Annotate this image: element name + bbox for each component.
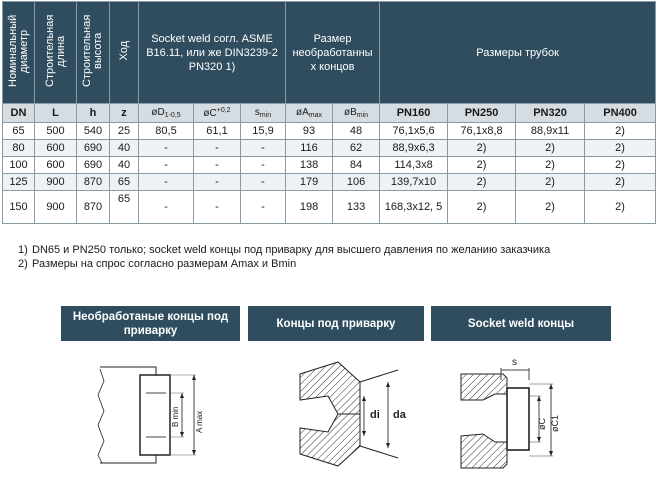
di-label: di — [370, 409, 380, 421]
cell-pn160: 139,7x10 — [380, 174, 448, 191]
cell-z: 65 — [110, 174, 139, 191]
table-row — [3, 157, 656, 174]
cell-d1: - — [139, 174, 194, 191]
cell-c: 61,1 — [194, 123, 241, 140]
cell-s: - — [241, 191, 286, 224]
cell-c: - — [194, 140, 241, 157]
cell-pn320: 2) — [516, 140, 585, 157]
b-min-label: B min — [171, 406, 180, 427]
cell-pn400: 2) — [585, 140, 656, 157]
header-construction-height: Строительная высота — [77, 2, 110, 104]
a-max-label: A max — [195, 410, 204, 433]
cell-d1: - — [139, 157, 194, 174]
raw-ends-drawing — [90, 355, 220, 475]
cell-l: 900 — [35, 191, 77, 224]
subheader-c: $øC^{+0,2}$ — [194, 104, 241, 123]
subheader-pn250: PN250 — [448, 104, 516, 123]
cell-h: 690 — [77, 157, 110, 174]
da-label: da — [393, 409, 406, 421]
c-label: øC — [537, 418, 547, 430]
cell-pn250: 2) — [448, 174, 516, 191]
subheader-dn: DN — [3, 104, 35, 123]
footnote: 1) DN65 и PN250 только; socket weld концы под приварку для высшего давления по желанию заказчика — [18, 244, 551, 256]
cell-l: 600 — [35, 157, 77, 174]
header-pipe-sizes: Размеры трубок — [380, 2, 656, 104]
raw-ends-title: Необработаные концы под приварку — [61, 306, 240, 341]
cell-bmin: 62 — [333, 140, 380, 157]
cell-h: 690 — [77, 140, 110, 157]
cell-amax: 93 — [286, 123, 333, 140]
cell-pn400: 2) — [585, 123, 656, 140]
header-nominal-diameter: Номинальный диаметр — [3, 2, 35, 104]
cell-h: 870 — [77, 191, 110, 224]
cell-l: 900 — [35, 174, 77, 191]
table-row — [3, 191, 656, 224]
subheader-z: z — [110, 104, 139, 123]
header-raw-ends: Размер необработанны х концов — [286, 2, 380, 104]
cell-z: 25 — [110, 123, 139, 140]
subheader-pn320: PN320 — [516, 104, 585, 123]
table-row — [3, 123, 656, 140]
cell-s: - — [241, 157, 286, 174]
cell-dn: 150 — [3, 191, 35, 224]
weld-ends-drawing — [290, 352, 420, 476]
subheader-pn400: PN400 — [585, 104, 656, 123]
cell-pn400: 2) — [585, 191, 656, 224]
table-header-row — [3, 2, 656, 104]
weld-ends-title: Концы под приварку — [248, 306, 424, 341]
header-socket-weld: Socket weld согл. ASME B16.11, или же DIN3239-2 PN320 1) — [139, 2, 286, 104]
table-row — [3, 174, 656, 191]
cell-s: - — [241, 140, 286, 157]
cell-bmin: 84 — [333, 157, 380, 174]
cell-pn320: 2) — [516, 157, 585, 174]
footnotes — [18, 243, 550, 271]
cell-amax: 179 — [286, 174, 333, 191]
cell-s: - — [241, 174, 286, 191]
cell-z: 40 — [110, 140, 139, 157]
table-subheader-row — [3, 104, 656, 123]
cell-pn250: 2) — [448, 157, 516, 174]
cell-bmin: 48 — [333, 123, 380, 140]
cell-z: 40 — [110, 157, 139, 174]
cell-pn400: 2) — [585, 174, 656, 191]
subheader-pn160: PN160 — [380, 104, 448, 123]
subheader-d1: $øD_{1-0,5}$ — [139, 104, 194, 123]
cell-h: 870 — [77, 174, 110, 191]
cell-amax: 116 — [286, 140, 333, 157]
cell-pn160: 88,9x6,3 — [380, 140, 448, 157]
cell-pn250: 2) — [448, 140, 516, 157]
cell-pn320: 88,9x11 — [516, 123, 585, 140]
cell-d1: 80,5 — [139, 123, 194, 140]
subheader-bmin: $øB_{min}$ — [333, 104, 380, 123]
table-row — [3, 140, 656, 157]
cell-dn: 65 — [3, 123, 35, 140]
cell-d1: - — [139, 191, 194, 224]
cell-bmin: 106 — [333, 174, 380, 191]
cell-pn250: 76,1x8,8 — [448, 123, 516, 140]
cell-pn320: 2) — [516, 174, 585, 191]
footnote: 2) Размеры на спрос согласно размерам Amax и Bmin — [18, 258, 297, 270]
cell-dn: 100 — [3, 157, 35, 174]
cell-z: 65 — [110, 191, 139, 224]
cell-dn: 80 — [3, 140, 35, 157]
c1-label: øC1 — [550, 414, 560, 432]
cell-bmin: 133 — [333, 191, 380, 224]
cell-pn320: 2) — [516, 191, 585, 224]
subheader-amax: $øA_{max}$ — [286, 104, 333, 123]
cell-pn160: 114,3x8 — [380, 157, 448, 174]
cell-pn400: 2) — [585, 157, 656, 174]
subheader-l: L — [35, 104, 77, 123]
header-stroke: Ход — [110, 2, 139, 104]
cell-l: 600 — [35, 140, 77, 157]
socket-weld-title: Socket weld концы — [431, 306, 611, 341]
header-construction-length: Строительная длина — [35, 2, 77, 104]
cell-l: 500 — [35, 123, 77, 140]
cell-c: - — [194, 191, 241, 224]
cell-pn160: 76,1x5,6 — [380, 123, 448, 140]
cell-c: - — [194, 174, 241, 191]
cell-s: 15,9 — [241, 123, 286, 140]
subheader-s: $s_{min}$ — [241, 104, 286, 123]
cell-h: 540 — [77, 123, 110, 140]
socket-weld-drawing — [455, 350, 575, 476]
subheader-h: h — [77, 104, 110, 123]
cell-pn250: 2) — [448, 191, 516, 224]
cell-amax: 198 — [286, 191, 333, 224]
cell-amax: 138 — [286, 157, 333, 174]
cell-c: - — [194, 157, 241, 174]
cell-dn: 125 — [3, 174, 35, 191]
cell-d1: - — [139, 140, 194, 157]
dimensions-table — [2, 1, 656, 224]
cell-pn160: 168,3x12, 5 — [380, 191, 448, 224]
s-label: s — [512, 357, 517, 368]
